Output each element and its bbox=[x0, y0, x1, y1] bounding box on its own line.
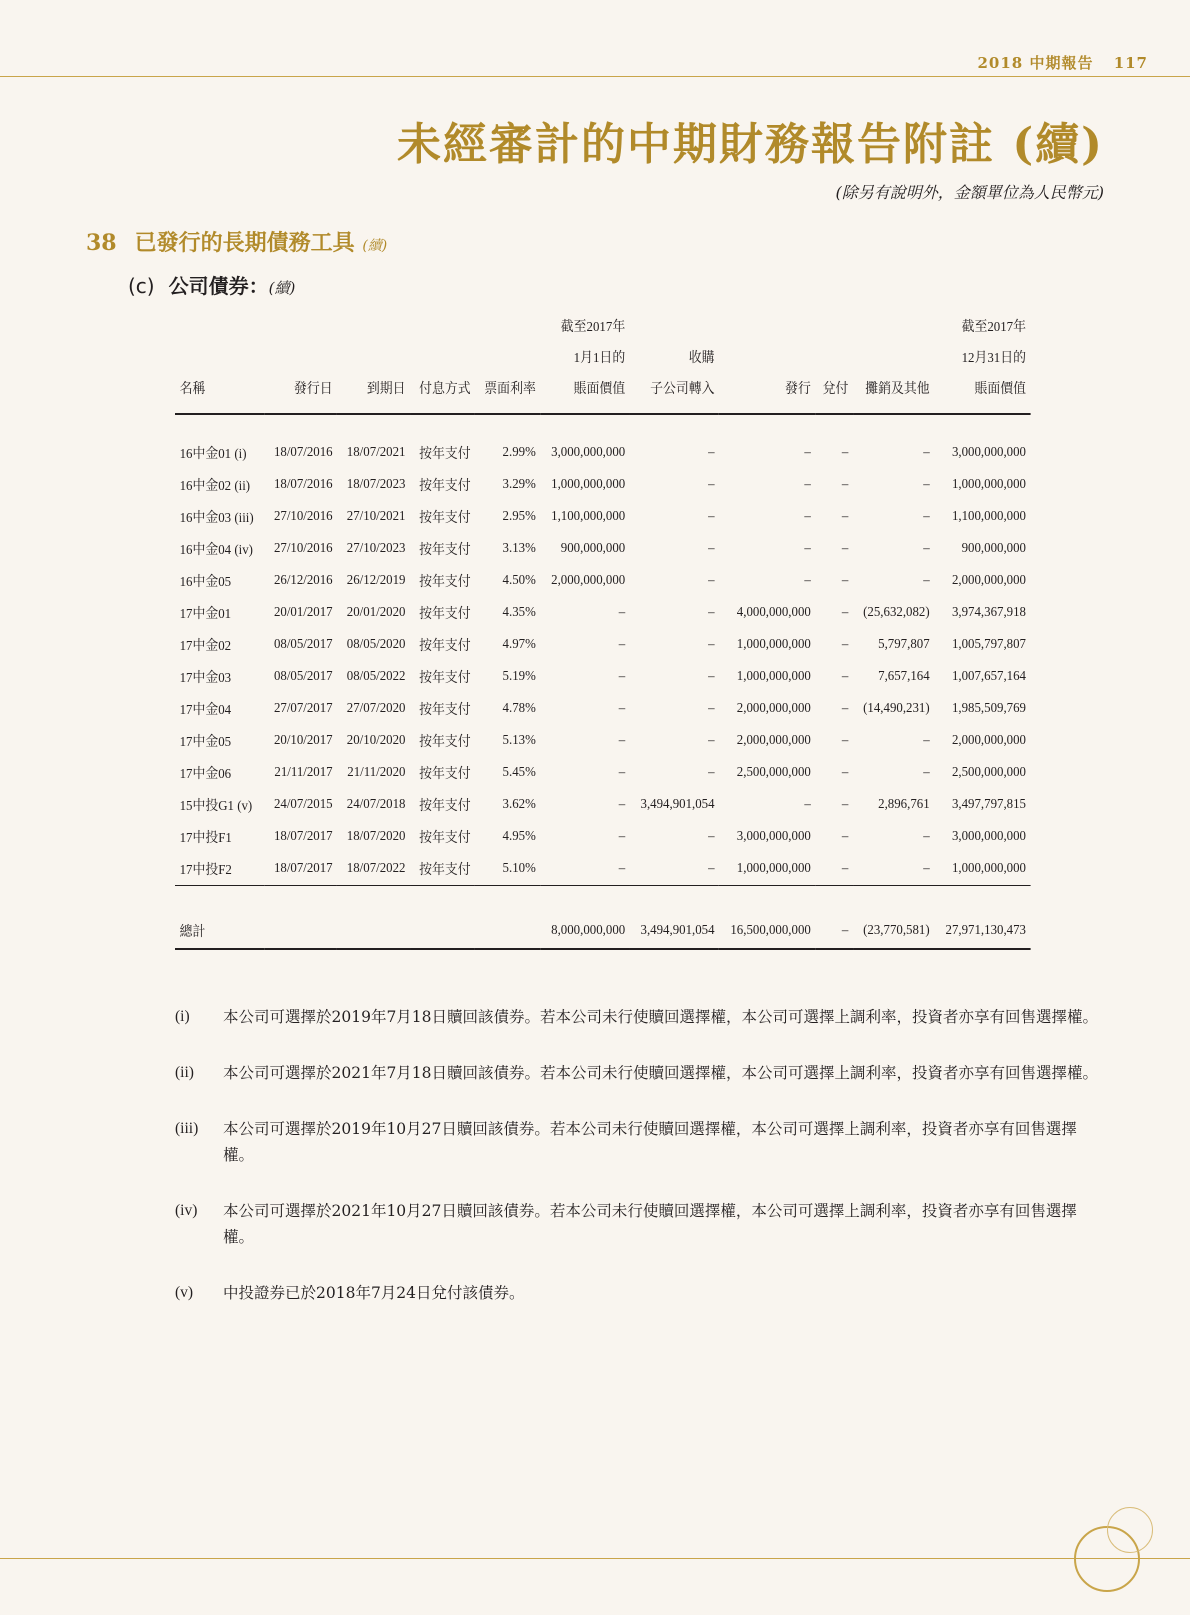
cell-close: 1,007,657,164 bbox=[951, 669, 1026, 684]
cell-issued: – bbox=[804, 477, 811, 492]
footnote-tag: (iv) bbox=[175, 1202, 198, 1219]
footnote bbox=[175, 1116, 1107, 1168]
footnote-text: 本公司可選擇於2019年7月18日贖回該債券。若本公司未行使贖回選擇權，本公司可選擇上調利率，投資者亦享有回售選擇權。 bbox=[223, 1008, 1099, 1026]
cell-amort: 5,797,807 bbox=[878, 637, 930, 652]
cell-amort: – bbox=[923, 477, 930, 492]
cell-issued: – bbox=[804, 541, 811, 556]
cell-maturity: 18/07/2022 bbox=[337, 853, 410, 886]
table-row bbox=[175, 533, 1031, 565]
cell-issue: 18/07/2017 bbox=[264, 853, 337, 886]
cell-rate: 4.50% bbox=[502, 573, 536, 588]
cell-rate: 4.97% bbox=[502, 637, 536, 652]
cell-pay: 按年支付 bbox=[419, 447, 471, 462]
cell-maturity: 27/07/2020 bbox=[346, 701, 406, 716]
cell-amort: – bbox=[923, 733, 930, 748]
cell-name: 16中金02 (ii) bbox=[179, 479, 251, 494]
cell-issued: – bbox=[804, 445, 811, 460]
cell-pay: 按年支付 bbox=[419, 671, 471, 686]
cell-acq: – bbox=[708, 669, 715, 684]
cell-name: 16中金05 bbox=[179, 575, 232, 590]
cell-amort: (14,490,231) bbox=[863, 701, 930, 716]
cell-rate: 3.13% bbox=[502, 541, 536, 556]
table-row bbox=[175, 725, 1031, 757]
cell-acq: – bbox=[708, 445, 715, 460]
cell-name: 17中金06 bbox=[179, 767, 232, 782]
cell-close: 1,985,509,769 bbox=[951, 701, 1026, 716]
cell-close: 3,974,367,918 bbox=[951, 605, 1026, 620]
cell-amort: (25,632,082) bbox=[863, 605, 930, 620]
cell-issue: 20/10/2017 bbox=[273, 733, 333, 748]
cell-close: 1,000,000,000 bbox=[951, 477, 1026, 492]
cell-maturity: 26/12/2019 bbox=[346, 573, 406, 588]
page-title: 未經審計的中期財務報告附註 (續) bbox=[397, 119, 1104, 170]
cell-maturity: 18/07/2020 bbox=[346, 829, 406, 844]
footnote-text: 本公司可選擇於2021年10月27日贖回該債券。若本公司未行使贖回選擇權，本公司可選擇上調利率，投資者亦享有回售選擇權。 bbox=[223, 1202, 1077, 1246]
footnote-tag: (v) bbox=[175, 1284, 194, 1301]
cell-pay: 按年支付 bbox=[419, 735, 471, 750]
cell-maturity: 21/11/2020 bbox=[347, 765, 406, 780]
cell-acq: – bbox=[708, 701, 715, 716]
cell-maturity: 20/01/2020 bbox=[346, 605, 406, 620]
cell-amort: – bbox=[923, 445, 930, 460]
table-row bbox=[175, 437, 1031, 469]
cell-open: 1,100,000,000 bbox=[551, 509, 626, 524]
cell-issue: 08/05/2017 bbox=[273, 637, 333, 652]
cell-redeemed: – bbox=[841, 605, 849, 620]
cell-maturity: 08/05/2022 bbox=[346, 669, 406, 684]
cell-issued: – bbox=[804, 509, 811, 524]
table-row bbox=[175, 693, 1031, 725]
cell-close: 3,000,000,000 bbox=[951, 829, 1026, 844]
cell-open: 2,000,000,000 bbox=[551, 573, 626, 588]
col-header-coupon: 票面利率 bbox=[475, 312, 540, 414]
cell-amort: – bbox=[923, 573, 930, 588]
cell-acq: – bbox=[708, 733, 715, 748]
cell-pay: 按年支付 bbox=[419, 511, 471, 526]
cell-amort: – bbox=[923, 829, 930, 844]
cell-issued: 2,500,000,000 bbox=[736, 765, 811, 780]
cell-pay: 按年支付 bbox=[419, 575, 471, 590]
footnote-text: 中投證券已於2018年7月24日兌付該債券。 bbox=[223, 1284, 525, 1302]
cell-redeemed: – bbox=[841, 509, 849, 524]
cell-close: 1,005,797,807 bbox=[951, 637, 1026, 652]
cell-redeemed: – bbox=[841, 637, 849, 652]
cell-maturity: 18/07/2021 bbox=[346, 445, 406, 460]
cell-name: 16中金03 (iii) bbox=[179, 511, 254, 526]
cell-maturity: 08/05/2020 bbox=[346, 637, 406, 652]
total-acq: 3,494,901,054 bbox=[630, 914, 719, 949]
col-header-redeemed: 兌付 bbox=[815, 312, 853, 414]
cell-open: 1,000,000,000 bbox=[551, 477, 626, 492]
cell-rate: 3.29% bbox=[502, 477, 536, 492]
total-amort: (23,770,581) bbox=[853, 914, 934, 949]
cell-redeemed: – bbox=[815, 853, 853, 886]
cell-rate: 3.62% bbox=[502, 797, 536, 812]
header-rule bbox=[0, 76, 1190, 77]
footnote-tag: (ii) bbox=[175, 1064, 194, 1081]
cell-close: 3,000,000,000 bbox=[951, 445, 1026, 460]
cell-pay: 按年支付 bbox=[419, 479, 471, 494]
section-heading bbox=[86, 226, 387, 257]
cell-redeemed: – bbox=[841, 669, 849, 684]
cell-redeemed: – bbox=[841, 829, 849, 844]
total-label: 總計 bbox=[175, 914, 264, 949]
cell-issue: 27/07/2017 bbox=[273, 701, 333, 716]
cell-pay: 按年支付 bbox=[419, 799, 471, 814]
cell-open: – bbox=[618, 765, 626, 780]
cell-close: 3,497,797,815 bbox=[951, 797, 1026, 812]
table-row bbox=[175, 629, 1031, 661]
table-row bbox=[175, 501, 1031, 533]
cell-issue: 27/10/2016 bbox=[273, 541, 333, 556]
cell-rate: 4.78% bbox=[502, 701, 536, 716]
cell-amort: – bbox=[923, 765, 930, 780]
section-title: 已發行的長期債務工具 bbox=[134, 230, 355, 256]
cell-redeemed: – bbox=[841, 541, 849, 556]
cell-open: – bbox=[618, 797, 626, 812]
cell-acq: – bbox=[708, 637, 715, 652]
cell-redeemed: – bbox=[841, 701, 849, 716]
table-row bbox=[175, 853, 1031, 886]
cell-rate: 5.13% bbox=[502, 733, 536, 748]
cell-open: – bbox=[618, 733, 626, 748]
col-header-amortisation: 攤銷及其他 bbox=[853, 312, 934, 414]
col-header-issued: 發行 bbox=[719, 312, 815, 414]
cell-pay: 按年支付 bbox=[410, 853, 475, 886]
cell-issued: – bbox=[804, 573, 811, 588]
bonds-table bbox=[175, 312, 1031, 950]
footer-rule bbox=[0, 1558, 1190, 1559]
footnote bbox=[175, 1004, 1107, 1030]
subsection-label: (c) bbox=[128, 274, 155, 298]
cell-amort: – bbox=[923, 509, 930, 524]
col-header-maturity-date: 到期日 bbox=[337, 312, 410, 414]
cell-rate: 2.95% bbox=[502, 509, 536, 524]
cell-close: 1,100,000,000 bbox=[951, 509, 1026, 524]
table-row bbox=[175, 821, 1031, 853]
cell-maturity: 27/10/2023 bbox=[346, 541, 406, 556]
cell-close: 1,000,000,000 bbox=[934, 853, 1030, 886]
cell-redeemed: – bbox=[841, 797, 849, 812]
table-row bbox=[175, 469, 1031, 501]
cell-maturity: 24/07/2018 bbox=[346, 797, 406, 812]
cell-maturity: 27/10/2021 bbox=[346, 509, 406, 524]
cell-open: – bbox=[618, 605, 626, 620]
table-header-row bbox=[175, 312, 1031, 414]
cell-acq: – bbox=[708, 573, 715, 588]
cell-acq: – bbox=[708, 541, 715, 556]
cell-open: – bbox=[618, 829, 626, 844]
cell-rate: 5.19% bbox=[502, 669, 536, 684]
cell-redeemed: – bbox=[841, 733, 849, 748]
table-row bbox=[175, 597, 1031, 629]
cell-maturity: 18/07/2023 bbox=[346, 477, 406, 492]
cell-close: 2,000,000,000 bbox=[951, 733, 1026, 748]
table-row bbox=[175, 757, 1031, 789]
footnote-tag: (iii) bbox=[175, 1120, 199, 1137]
total-close: 27,971,130,473 bbox=[934, 914, 1030, 949]
subsection-heading bbox=[128, 270, 295, 299]
cell-pay: 按年支付 bbox=[419, 543, 471, 558]
subsection-title: 公司債券： bbox=[168, 274, 269, 298]
cell-rate: 4.95% bbox=[502, 829, 536, 844]
cell-pay: 按年支付 bbox=[419, 767, 471, 782]
cell-name: 17中金05 bbox=[179, 735, 232, 750]
cell-maturity: 20/10/2020 bbox=[346, 733, 406, 748]
col-header-name: 名稱 bbox=[175, 312, 264, 414]
cell-issue: 08/05/2017 bbox=[273, 669, 333, 684]
cell-open: – bbox=[618, 669, 626, 684]
cell-amort: – bbox=[923, 541, 930, 556]
cell-name: 17中金03 bbox=[179, 671, 232, 686]
col-header-acquired: 收購 子公司轉入 bbox=[630, 312, 719, 414]
footnote-tag: (i) bbox=[175, 1008, 190, 1025]
cell-issued: 2,000,000,000 bbox=[736, 701, 811, 716]
cell-close: 900,000,000 bbox=[961, 541, 1026, 556]
cell-acq: – bbox=[708, 829, 715, 844]
cell-issued: 1,000,000,000 bbox=[736, 669, 811, 684]
page-number: 117 bbox=[1113, 54, 1148, 72]
cell-rate: 4.35% bbox=[502, 605, 536, 620]
cell-open: – bbox=[540, 853, 629, 886]
cell-name: 16中金04 (iv) bbox=[179, 543, 253, 558]
footnotes bbox=[175, 1004, 1107, 1336]
cell-rate: 2.99% bbox=[502, 445, 536, 460]
cell-name: 16中金01 (i) bbox=[179, 447, 247, 462]
cell-acq: – bbox=[630, 853, 719, 886]
page-subtitle: (除另有說明外，金額單位為人民幣元) bbox=[835, 183, 1104, 202]
decorative-ring-small bbox=[1107, 1507, 1153, 1553]
cell-name: 15中投G1 (v) bbox=[179, 799, 253, 814]
cell-pay: 按年支付 bbox=[419, 607, 471, 622]
cell-open: – bbox=[618, 701, 626, 716]
cell-issued: 4,000,000,000 bbox=[736, 605, 811, 620]
cell-name: 17中投F2 bbox=[175, 853, 264, 886]
cell-name: 17中金04 bbox=[179, 703, 232, 718]
cell-open: 900,000,000 bbox=[560, 541, 626, 556]
footnote bbox=[175, 1060, 1107, 1086]
running-header bbox=[977, 52, 1148, 73]
cell-issue: 18/07/2016 bbox=[273, 445, 333, 460]
cell-name: 17中金02 bbox=[179, 639, 232, 654]
cell-acq: 3,494,901,054 bbox=[640, 797, 715, 812]
cell-rate: 5.45% bbox=[502, 765, 536, 780]
cell-amort: – bbox=[853, 853, 934, 886]
cell-name: 17中金01 bbox=[179, 607, 232, 622]
cell-amort: 2,896,761 bbox=[878, 797, 930, 812]
cell-issued: 3,000,000,000 bbox=[736, 829, 811, 844]
cell-open: 3,000,000,000 bbox=[551, 445, 626, 460]
cell-issued: 1,000,000,000 bbox=[719, 853, 815, 886]
cell-rate: 5.10% bbox=[475, 853, 540, 886]
total-redeemed: – bbox=[815, 914, 853, 949]
col-header-closing: 截至2017年 12月31日的 賬面價值 bbox=[934, 312, 1030, 414]
cell-close: 2,500,000,000 bbox=[951, 765, 1026, 780]
cell-issue: 18/07/2016 bbox=[273, 477, 333, 492]
subsection-continued: (續) bbox=[268, 279, 296, 297]
cell-acq: – bbox=[708, 477, 715, 492]
col-header-issue-date: 發行日 bbox=[264, 312, 337, 414]
cell-issued: – bbox=[804, 797, 811, 812]
footnote bbox=[175, 1280, 1107, 1306]
running-title: 2018 中期報告 bbox=[977, 54, 1094, 72]
cell-issue: 24/07/2015 bbox=[273, 797, 333, 812]
col-header-opening: 截至2017年 1月1日的 賬面價值 bbox=[540, 312, 629, 414]
cell-issue: 20/01/2017 bbox=[273, 605, 333, 620]
cell-issue: 27/10/2016 bbox=[273, 509, 333, 524]
cell-amort: 7,657,164 bbox=[878, 669, 930, 684]
cell-issued: 1,000,000,000 bbox=[736, 637, 811, 652]
cell-open: – bbox=[618, 637, 626, 652]
cell-pay: 按年支付 bbox=[419, 639, 471, 654]
total-row bbox=[175, 914, 1031, 949]
section-number: 38 bbox=[86, 230, 117, 256]
cell-issue: 21/11/2017 bbox=[274, 765, 333, 780]
cell-acq: – bbox=[708, 509, 715, 524]
cell-pay: 按年支付 bbox=[419, 703, 471, 718]
cell-issue: 18/07/2017 bbox=[273, 829, 333, 844]
cell-redeemed: – bbox=[841, 765, 849, 780]
cell-acq: – bbox=[708, 605, 715, 620]
footnote-text: 本公司可選擇於2021年7月18日贖回該債券。若本公司未行使贖回選擇權，本公司可選擇上調利率，投資者亦享有回售選擇權。 bbox=[223, 1064, 1099, 1082]
cell-redeemed: – bbox=[841, 477, 849, 492]
section-continued: (續) bbox=[362, 238, 388, 254]
cell-close: 2,000,000,000 bbox=[951, 573, 1026, 588]
table-row bbox=[175, 565, 1031, 597]
table-row bbox=[175, 789, 1031, 821]
cell-pay: 按年支付 bbox=[419, 831, 471, 846]
cell-issued: 2,000,000,000 bbox=[736, 733, 811, 748]
cell-redeemed: – bbox=[841, 445, 849, 460]
cell-redeemed: – bbox=[841, 573, 849, 588]
footnote bbox=[175, 1198, 1107, 1250]
total-open: 8,000,000,000 bbox=[540, 914, 629, 949]
cell-issue: 26/12/2016 bbox=[273, 573, 333, 588]
cell-name: 17中投F1 bbox=[179, 831, 232, 846]
footnote-text: 本公司可選擇於2019年10月27日贖回該債券。若本公司未行使贖回選擇權，本公司可選擇上調利率，投資者亦享有回售選擇權。 bbox=[223, 1120, 1077, 1164]
table-row bbox=[175, 661, 1031, 693]
cell-acq: – bbox=[708, 765, 715, 780]
col-header-payment: 付息方式 bbox=[410, 312, 475, 414]
total-issued: 16,500,000,000 bbox=[719, 914, 815, 949]
